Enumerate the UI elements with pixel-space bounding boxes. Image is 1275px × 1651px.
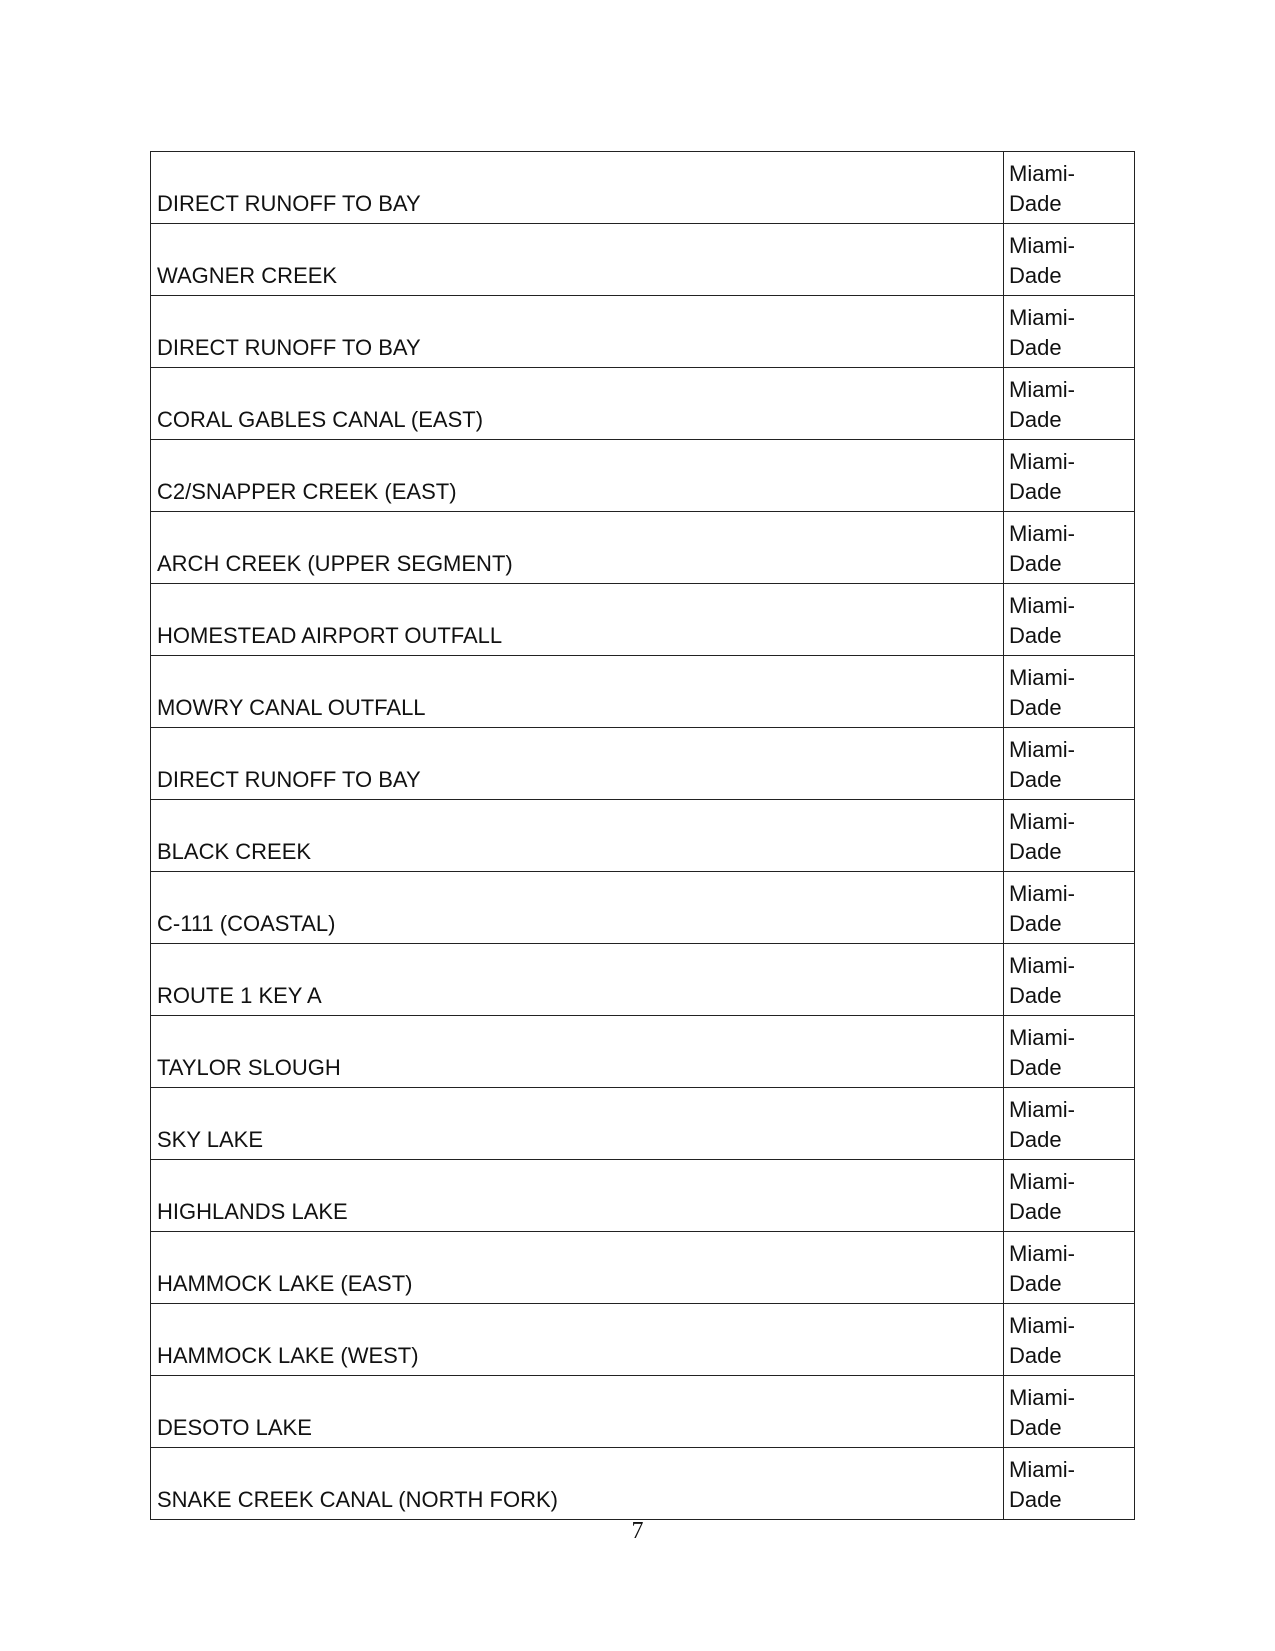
county-cell bbox=[1004, 512, 1135, 584]
table-row bbox=[151, 1448, 1135, 1520]
county-text: Miami-Dade bbox=[1009, 449, 1075, 504]
county-cell bbox=[1004, 152, 1135, 224]
county-cell bbox=[1004, 872, 1135, 944]
table-row bbox=[151, 1088, 1135, 1160]
county-text: Miami-Dade bbox=[1009, 737, 1075, 792]
county-cell bbox=[1004, 800, 1135, 872]
table-row bbox=[151, 584, 1135, 656]
page-number: 7 bbox=[631, 1518, 644, 1544]
county-cell bbox=[1004, 1232, 1135, 1304]
county-text: Miami-Dade bbox=[1009, 305, 1075, 360]
table-row bbox=[151, 872, 1135, 944]
table-row bbox=[151, 512, 1135, 584]
waterbody-name-cell: SNAKE CREEK CANAL (NORTH FORK) bbox=[151, 1448, 1004, 1520]
county-cell bbox=[1004, 224, 1135, 296]
county-cell bbox=[1004, 1304, 1135, 1376]
waterbody-name-cell: DIRECT RUNOFF TO BAY bbox=[151, 296, 1004, 368]
table-row bbox=[151, 1232, 1135, 1304]
county-text: Miami-Dade bbox=[1009, 665, 1075, 720]
waterbody-name-cell: C2/SNAPPER CREEK (EAST) bbox=[151, 440, 1004, 512]
table-row bbox=[151, 296, 1135, 368]
county-cell bbox=[1004, 1448, 1135, 1520]
waterbody-name-cell: MOWRY CANAL OUTFALL bbox=[151, 656, 1004, 728]
waterbody-name-cell: SKY LAKE bbox=[151, 1088, 1004, 1160]
county-text: Miami-Dade bbox=[1009, 377, 1075, 432]
table-body bbox=[151, 152, 1135, 1520]
waterbody-name-cell: HOMESTEAD AIRPORT OUTFALL bbox=[151, 584, 1004, 656]
waterbody-name-cell: HAMMOCK LAKE (EAST) bbox=[151, 1232, 1004, 1304]
waterbody-name-cell: DIRECT RUNOFF TO BAY bbox=[151, 152, 1004, 224]
waterbody-name-cell: HIGHLANDS LAKE bbox=[151, 1160, 1004, 1232]
table-row bbox=[151, 728, 1135, 800]
county-text: Miami-Dade bbox=[1009, 233, 1075, 288]
county-cell bbox=[1004, 440, 1135, 512]
county-cell bbox=[1004, 368, 1135, 440]
waterbody-name-cell: DESOTO LAKE bbox=[151, 1376, 1004, 1448]
county-cell bbox=[1004, 1016, 1135, 1088]
county-cell bbox=[1004, 1088, 1135, 1160]
waterbody-name-cell: CORAL GABLES CANAL (EAST) bbox=[151, 368, 1004, 440]
county-text: Miami-Dade bbox=[1009, 1097, 1075, 1152]
waterbody-name-cell: ARCH CREEK (UPPER SEGMENT) bbox=[151, 512, 1004, 584]
table-row bbox=[151, 368, 1135, 440]
table-row bbox=[151, 152, 1135, 224]
county-text: Miami-Dade bbox=[1009, 1457, 1075, 1512]
table-row bbox=[151, 800, 1135, 872]
county-text: Miami-Dade bbox=[1009, 1025, 1075, 1080]
county-text: Miami-Dade bbox=[1009, 161, 1075, 216]
table-row bbox=[151, 1160, 1135, 1232]
county-cell bbox=[1004, 656, 1135, 728]
waterbody-name-cell: TAYLOR SLOUGH bbox=[151, 1016, 1004, 1088]
waterbody-name-cell: WAGNER CREEK bbox=[151, 224, 1004, 296]
county-text: Miami-Dade bbox=[1009, 809, 1075, 864]
waterbody-name-cell: HAMMOCK LAKE (WEST) bbox=[151, 1304, 1004, 1376]
county-cell bbox=[1004, 1160, 1135, 1232]
table-row bbox=[151, 944, 1135, 1016]
county-text: Miami-Dade bbox=[1009, 881, 1075, 936]
county-cell bbox=[1004, 944, 1135, 1016]
waterbody-name-cell: DIRECT RUNOFF TO BAY bbox=[151, 728, 1004, 800]
county-cell bbox=[1004, 584, 1135, 656]
waterbody-name-cell: C-111 (COASTAL) bbox=[151, 872, 1004, 944]
waterbody-name-cell: BLACK CREEK bbox=[151, 800, 1004, 872]
table-row bbox=[151, 1016, 1135, 1088]
county-text: Miami-Dade bbox=[1009, 1313, 1075, 1368]
waterbody-name-cell: ROUTE 1 KEY A bbox=[151, 944, 1004, 1016]
county-cell bbox=[1004, 728, 1135, 800]
county-cell bbox=[1004, 296, 1135, 368]
table-row bbox=[151, 1304, 1135, 1376]
table-row bbox=[151, 224, 1135, 296]
county-cell bbox=[1004, 1376, 1135, 1448]
table-row bbox=[151, 1376, 1135, 1448]
county-text: Miami-Dade bbox=[1009, 1169, 1075, 1224]
county-text: Miami-Dade bbox=[1009, 593, 1075, 648]
county-text: Miami-Dade bbox=[1009, 953, 1075, 1008]
county-text: Miami-Dade bbox=[1009, 521, 1075, 576]
waterbody-table bbox=[150, 151, 1135, 1520]
table-row bbox=[151, 440, 1135, 512]
county-text: Miami-Dade bbox=[1009, 1385, 1075, 1440]
table-row bbox=[151, 656, 1135, 728]
county-text: Miami-Dade bbox=[1009, 1241, 1075, 1296]
